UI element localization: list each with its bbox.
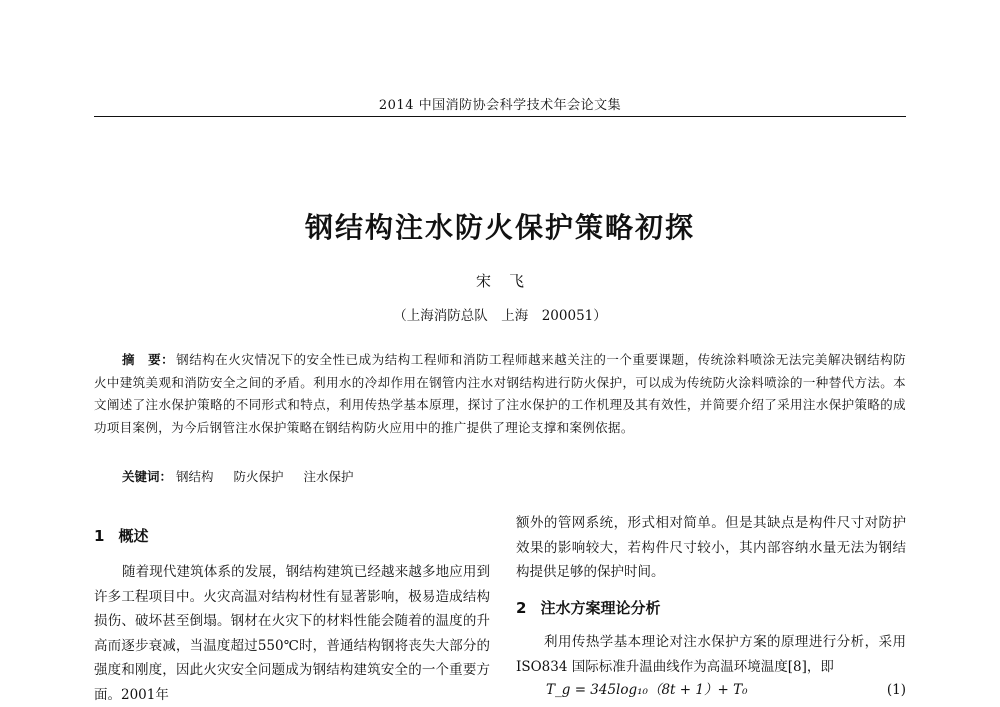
abstract-label: 摘 要： xyxy=(122,352,175,367)
section-number: 2 xyxy=(516,599,527,617)
section-1-heading xyxy=(94,524,148,549)
section-1-paragraph: 随着现代建筑体系的发展，钢结构建筑已经越来越多地应用到许多工程项目中。火灾高温对结构材性有显著影响，极易造成结构损伤、破坏甚至倒塌。钢材在火灾下的材料性能会随着的温度的升高而逐步衰减，当温度超过550℃时，普通结构钢将丧失大部分的强度和刚度，因此火灾安全问题成为钢结构建筑安全的一个重要方面。2001年 xyxy=(94,564,490,703)
paper-title: 钢结构注水防火保护策略初探 xyxy=(304,211,695,244)
header-rule xyxy=(94,116,906,117)
author-name: 宋飞 xyxy=(475,272,542,290)
section-2-heading xyxy=(516,596,660,621)
section-title: 注水方案理论分析 xyxy=(540,599,661,617)
keyword: 防火保护 xyxy=(233,469,284,484)
keywords-label: 关键词： xyxy=(122,469,173,484)
keyword: 钢结构 xyxy=(176,469,214,484)
author-affiliation: （上海消防总队 上海 200051） xyxy=(393,308,607,324)
keyword: 注水保护 xyxy=(303,469,354,484)
equation: T_g = 345log₁₀（8t + 1）+ T₀ xyxy=(546,682,748,698)
continued-paragraph: 额外的管网系统，形式相对简单。但是其缺点是构件尺寸对防护效果的影响较大，若构件尺寸较小，其内部容纳水量无法为钢结构提供足够的保护时间。 xyxy=(516,515,906,580)
equation-number: (1) xyxy=(886,682,906,698)
running-header: 2014 中国消防协会科学技术年会论文集 xyxy=(378,98,622,113)
abstract xyxy=(94,349,906,440)
abstract-text: 钢结构在火灾情况下的安全性已成为结构工程师和消防工程师越来越关注的一个重要课题，传统涂料喷涂无法完美解决钢结构防火中建筑美观和消防安全之间的矛盾。利用水的冷却作用在钢管内注水对钢结构进行防火保护，可以成为传统防火涂料喷涂的一种替代方法。本文阐述了注水保护策略的不同形式和特点，利用传热学基本原理，探讨了注水保护的工作机理及其有效性，并简要介绍了采用注水保护策略的成功项目案例，为今后钢管注水保护策略在钢结构防火应用中的推广提供了理论支撑和案例依据。 xyxy=(94,352,906,436)
section-number: 1 xyxy=(94,527,105,545)
section-2-paragraph: 利用传热学基本理论对注水保护方案的原理进行分析，采用 ISO834 国际标准升温曲线作为高温环境温度[8]，即 xyxy=(516,634,906,675)
section-title: 概述 xyxy=(118,527,149,545)
keywords xyxy=(122,467,370,487)
